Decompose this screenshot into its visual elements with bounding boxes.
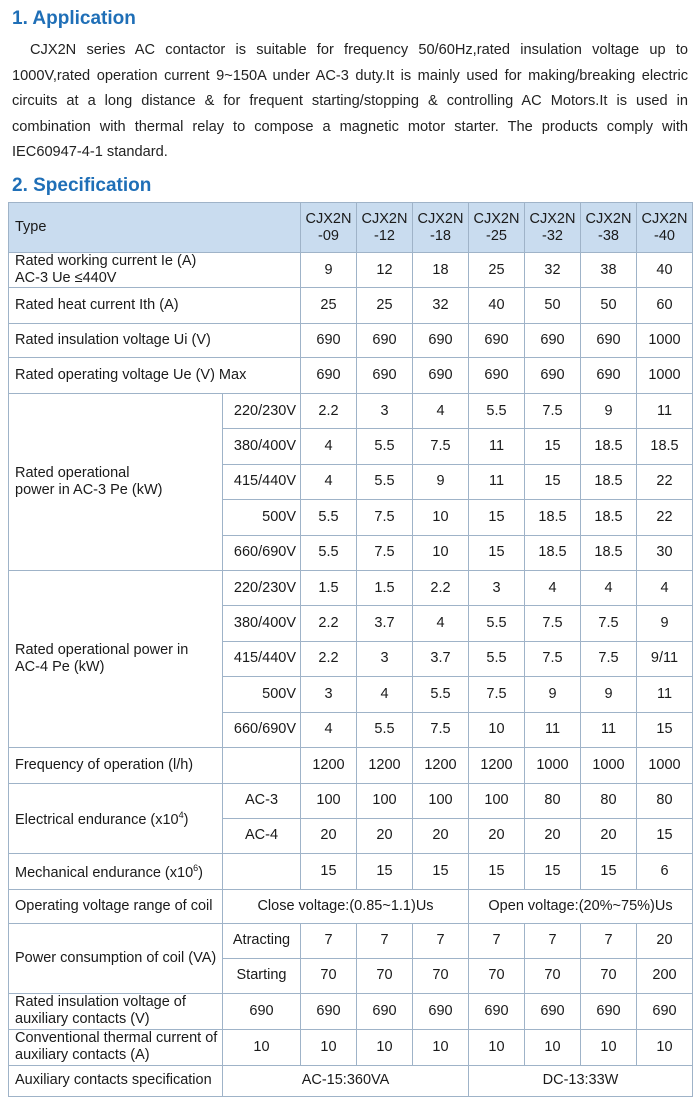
value-cell: 7.5 (413, 429, 469, 464)
empty-cell (223, 853, 301, 889)
label-line: Rated working current Ie (A) (15, 253, 197, 269)
value-cell: 18.5 (581, 535, 637, 570)
table-row (9, 923, 693, 958)
label-line: Conventional thermal current of (15, 1030, 218, 1047)
value-cell: 30 (637, 535, 693, 570)
aux-ac-spec-cell: AC-15:360VA (223, 1065, 469, 1096)
value-cell: 20 (301, 818, 357, 853)
coil-voltage-range-label: Operating voltage range of coil (9, 889, 223, 923)
value-cell: 18.5 (637, 429, 693, 464)
value-cell: 690 (637, 993, 693, 1029)
value-cell: 4 (413, 394, 469, 429)
value-cell: 4 (581, 570, 637, 605)
value-cell: 15 (581, 853, 637, 889)
value-cell: 70 (301, 958, 357, 993)
value-cell: 25 (357, 288, 413, 324)
value-cell: 80 (637, 783, 693, 818)
value-cell: 1200 (469, 747, 525, 783)
rated-operating-voltage-label: Rated operating voltage Ue (V) Max (9, 358, 301, 394)
value-cell: 10 (357, 1029, 413, 1065)
value-cell: 9/11 (637, 641, 693, 676)
value-cell: 7.5 (525, 394, 581, 429)
value-cell: 10 (413, 1029, 469, 1065)
superscript: 4 (178, 810, 184, 821)
value-cell: 20 (525, 818, 581, 853)
value-cell: 3 (301, 677, 357, 712)
value-cell: 1200 (357, 747, 413, 783)
model-name: CJX2N (417, 210, 464, 227)
value-cell: 5.5 (357, 712, 413, 747)
value-cell: 5.5 (469, 606, 525, 641)
value-cell: 15 (301, 853, 357, 889)
model-header (357, 203, 413, 253)
value-cell: 10 (413, 535, 469, 570)
value-cell: 690 (301, 358, 357, 394)
model-name: CJX2N (305, 210, 352, 227)
value-cell: 15 (525, 429, 581, 464)
value-cell: 2.2 (301, 394, 357, 429)
value-cell: 3 (469, 570, 525, 605)
rated-working-current-label (9, 253, 301, 288)
table-row (9, 1065, 693, 1096)
label-line: AC-4 Pe (kW) (15, 658, 105, 675)
value-cell: 50 (581, 288, 637, 324)
value-cell: 100 (301, 783, 357, 818)
value-cell: 15 (637, 712, 693, 747)
value-cell: 690 (357, 993, 413, 1029)
value-cell: 690 (469, 324, 525, 358)
electrical-endurance-label (9, 783, 223, 853)
table-row (9, 889, 693, 923)
mode-cell: Atracting (223, 923, 301, 958)
value-cell: 5.5 (301, 535, 357, 570)
value-cell: 70 (413, 958, 469, 993)
value-cell: 690 (223, 993, 301, 1029)
value-cell: 7 (581, 923, 637, 958)
open-voltage-cell: Open voltage:(20%~75%)Us (469, 889, 693, 923)
model-name: CJX2N (585, 210, 632, 227)
value-cell: 3 (357, 394, 413, 429)
value-cell: 38 (581, 253, 637, 288)
value-cell: 80 (525, 783, 581, 818)
ac4-power-label (9, 570, 223, 747)
value-cell: 15 (469, 853, 525, 889)
value-cell: 690 (525, 993, 581, 1029)
model-suffix: -18 (430, 227, 451, 244)
value-cell: 100 (469, 783, 525, 818)
value-cell: 70 (469, 958, 525, 993)
value-cell: 690 (357, 358, 413, 394)
type-header: Type (9, 203, 301, 253)
value-cell: 6 (637, 853, 693, 889)
value-cell: 7 (357, 923, 413, 958)
value-cell: 5.5 (357, 429, 413, 464)
value-cell: 20 (637, 923, 693, 958)
value-cell: 11 (469, 464, 525, 499)
value-cell: 3.7 (413, 641, 469, 676)
label-text: Electrical endurance (x10 (15, 812, 179, 829)
model-header (469, 203, 525, 253)
value-cell: 18.5 (581, 464, 637, 499)
value-cell: 1000 (581, 747, 637, 783)
value-cell: 10 (581, 1029, 637, 1065)
value-cell: 20 (581, 818, 637, 853)
aux-thermal-label (9, 1029, 223, 1065)
value-cell: 4 (637, 570, 693, 605)
value-cell: 100 (413, 783, 469, 818)
empty-cell (223, 747, 301, 783)
value-cell: 690 (469, 993, 525, 1029)
table-row (9, 253, 693, 288)
voltage-cell: 415/440V (223, 464, 301, 499)
label-line: auxiliary contacts (V) (15, 1011, 150, 1028)
value-cell: 5.5 (357, 464, 413, 499)
value-cell: 10 (637, 1029, 693, 1065)
value-cell: 690 (301, 993, 357, 1029)
value-cell: 10 (469, 1029, 525, 1065)
value-cell: 80 (581, 783, 637, 818)
aux-insulation-label (9, 993, 223, 1029)
value-cell: 50 (525, 288, 581, 324)
voltage-cell: 660/690V (223, 535, 301, 570)
model-header (301, 203, 357, 253)
table-row (9, 203, 693, 253)
value-cell: 15 (525, 853, 581, 889)
value-cell: 5.5 (413, 677, 469, 712)
value-cell: 15 (469, 500, 525, 535)
value-cell: 18.5 (581, 500, 637, 535)
mechanical-endurance-label (9, 853, 223, 889)
model-suffix: -38 (598, 227, 619, 244)
value-cell: 10 (223, 1029, 301, 1065)
value-cell: 690 (357, 324, 413, 358)
label-text: Mechanical endurance (x10 (15, 865, 194, 882)
value-cell: 1.5 (301, 570, 357, 605)
specification-heading: 2. Specification (12, 175, 152, 196)
application-paragraph: CJX2N series AC contactor is suitable for frequency 50/60Hz,rated insulation voltage up to 1000V,rated operation current 9~150A under AC-3 duty.It is mainly used for making/breaking electric circuits at a long distance & for frequent starting/stopping & controlling AC Motors.It is used in combination with thermal relay to compose a magnetic motor starter. The products comply with IEC60947-4-1 standard. (12, 42, 688, 161)
aux-dc-spec-cell: DC-13:33W (469, 1065, 693, 1096)
value-cell: 690 (469, 358, 525, 394)
value-cell: 7 (525, 923, 581, 958)
value-cell: 4 (413, 606, 469, 641)
value-cell: 20 (413, 818, 469, 853)
duty-cell: AC-4 (223, 818, 301, 853)
value-cell: 7.5 (525, 606, 581, 641)
table-row (9, 358, 693, 394)
value-cell: 60 (637, 288, 693, 324)
voltage-cell: 500V (223, 677, 301, 712)
label-line: auxiliary contacts (A) (15, 1047, 150, 1064)
value-cell: 18.5 (581, 429, 637, 464)
value-cell: 25 (301, 288, 357, 324)
value-cell: 7.5 (581, 606, 637, 641)
value-cell: 18.5 (525, 535, 581, 570)
frequency-label: Frequency of operation (l/h) (9, 747, 223, 783)
aux-spec-label: Auxiliary contacts specification (9, 1065, 223, 1096)
value-cell: 20 (357, 818, 413, 853)
value-cell: 1.5 (357, 570, 413, 605)
label-line: AC-3 Ue ≤440V (15, 270, 117, 286)
voltage-cell: 220/230V (223, 394, 301, 429)
value-cell: 690 (581, 993, 637, 1029)
value-cell: 5.5 (469, 394, 525, 429)
value-cell: 15 (637, 818, 693, 853)
label-text: ) (198, 865, 203, 882)
value-cell: 690 (413, 358, 469, 394)
value-cell: 22 (637, 464, 693, 499)
model-header (637, 203, 693, 253)
duty-cell: AC-3 (223, 783, 301, 818)
value-cell: 70 (357, 958, 413, 993)
table-row (9, 570, 693, 605)
value-cell: 690 (301, 324, 357, 358)
value-cell: 7 (301, 923, 357, 958)
table-row (9, 783, 693, 818)
value-cell: 690 (413, 993, 469, 1029)
coil-power-label: Power consumption of coil (VA) (9, 923, 223, 993)
value-cell: 9 (301, 253, 357, 288)
value-cell: 40 (637, 253, 693, 288)
value-cell: 15 (357, 853, 413, 889)
table-row (9, 394, 693, 429)
value-cell: 20 (469, 818, 525, 853)
model-header (413, 203, 469, 253)
model-header (581, 203, 637, 253)
value-cell: 9 (637, 606, 693, 641)
model-name: CJX2N (641, 210, 688, 227)
value-cell: 4 (357, 677, 413, 712)
value-cell: 690 (525, 324, 581, 358)
table-row (9, 747, 693, 783)
model-suffix: -09 (318, 227, 339, 244)
specification-table (8, 202, 693, 1097)
value-cell: 11 (469, 429, 525, 464)
value-cell: 10 (469, 712, 525, 747)
value-cell: 10 (413, 500, 469, 535)
label-line: Rated operational (15, 464, 130, 481)
value-cell: 25 (469, 253, 525, 288)
model-suffix: -25 (486, 227, 507, 244)
value-cell: 32 (413, 288, 469, 324)
value-cell: 2.2 (413, 570, 469, 605)
table-row (9, 993, 693, 1029)
value-cell: 690 (525, 358, 581, 394)
value-cell: 690 (581, 358, 637, 394)
value-cell: 4 (525, 570, 581, 605)
model-suffix: -40 (654, 227, 675, 244)
value-cell: 40 (469, 288, 525, 324)
value-cell: 1000 (525, 747, 581, 783)
value-cell: 7 (413, 923, 469, 958)
value-cell: 690 (413, 324, 469, 358)
value-cell: 4 (301, 429, 357, 464)
value-cell: 690 (581, 324, 637, 358)
value-cell: 7.5 (581, 641, 637, 676)
value-cell: 22 (637, 500, 693, 535)
label-line: power in AC-3 Pe (kW) (15, 481, 163, 498)
label-line: Rated insulation voltage of (15, 994, 186, 1011)
value-cell: 18 (413, 253, 469, 288)
value-cell: 11 (637, 677, 693, 712)
table-row (9, 1029, 693, 1065)
value-cell: 200 (637, 958, 693, 993)
value-cell: 15 (413, 853, 469, 889)
model-name: CJX2N (361, 210, 408, 227)
value-cell: 15 (525, 464, 581, 499)
value-cell: 7.5 (525, 641, 581, 676)
value-cell: 10 (525, 1029, 581, 1065)
value-cell: 5.5 (469, 641, 525, 676)
value-cell: 2.2 (301, 606, 357, 641)
value-cell: 3 (357, 641, 413, 676)
rated-insulation-voltage-label: Rated insulation voltage Ui (V) (9, 324, 301, 358)
value-cell: 3.7 (357, 606, 413, 641)
voltage-cell: 500V (223, 500, 301, 535)
value-cell: 32 (525, 253, 581, 288)
value-cell: 1000 (637, 747, 693, 783)
value-cell: 4 (301, 464, 357, 499)
value-cell: 70 (525, 958, 581, 993)
rated-heat-current-label: Rated heat current Ith (A) (9, 288, 301, 324)
model-suffix: -12 (374, 227, 395, 244)
superscript: 6 (193, 863, 199, 874)
table-row (9, 853, 693, 889)
value-cell: 11 (525, 712, 581, 747)
value-cell: 7.5 (357, 500, 413, 535)
value-cell: 9 (413, 464, 469, 499)
value-cell: 18.5 (525, 500, 581, 535)
ac3-power-label (9, 394, 223, 571)
voltage-cell: 220/230V (223, 570, 301, 605)
value-cell: 1000 (637, 358, 693, 394)
value-cell: 2.2 (301, 641, 357, 676)
label-text: ) (183, 812, 189, 829)
voltage-cell: 380/400V (223, 606, 301, 641)
voltage-cell: 380/400V (223, 429, 301, 464)
value-cell: 15 (469, 535, 525, 570)
model-header (525, 203, 581, 253)
mode-cell: Starting (223, 958, 301, 993)
value-cell: 5.5 (301, 500, 357, 535)
value-cell: 9 (581, 394, 637, 429)
value-cell: 10 (301, 1029, 357, 1065)
application-heading: 1. Application (12, 8, 136, 29)
model-suffix: -32 (542, 227, 563, 244)
value-cell: 7 (469, 923, 525, 958)
voltage-cell: 660/690V (223, 712, 301, 747)
value-cell: 7.5 (469, 677, 525, 712)
table-row (9, 288, 693, 324)
value-cell: 12 (357, 253, 413, 288)
value-cell: 7.5 (357, 535, 413, 570)
value-cell: 70 (581, 958, 637, 993)
value-cell: 1200 (301, 747, 357, 783)
model-name: CJX2N (473, 210, 520, 227)
voltage-cell: 415/440V (223, 641, 301, 676)
table-row (9, 324, 693, 358)
model-name: CJX2N (529, 210, 576, 227)
value-cell: 9 (581, 677, 637, 712)
close-voltage-cell: Close voltage:(0.85~1.1)Us (223, 889, 469, 923)
value-cell: 4 (301, 712, 357, 747)
value-cell: 11 (637, 394, 693, 429)
value-cell: 1000 (637, 324, 693, 358)
value-cell: 11 (581, 712, 637, 747)
value-cell: 7.5 (413, 712, 469, 747)
label-line: Rated operational power in (15, 641, 189, 658)
value-cell: 1200 (413, 747, 469, 783)
value-cell: 100 (357, 783, 413, 818)
value-cell: 9 (525, 677, 581, 712)
